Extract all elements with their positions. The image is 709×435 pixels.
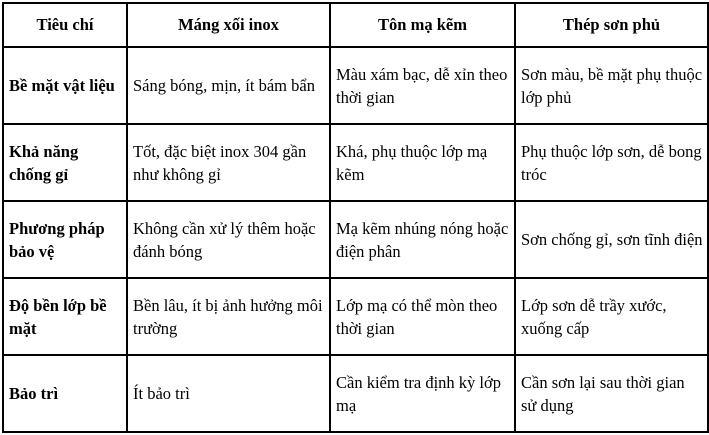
table-cell: Ít bảo trì <box>127 355 330 432</box>
table-cell: Tốt, đặc biệt inox 304 gần như không gỉ <box>127 124 330 201</box>
criteria-cell: Bảo trì <box>3 355 127 432</box>
table-cell: Không cần xử lý thêm hoặc đánh bóng <box>127 201 330 278</box>
table-cell: Màu xám bạc, dễ xỉn theo thời gian <box>330 47 515 124</box>
criteria-cell: Khả năng chống gỉ <box>3 124 127 201</box>
table-row <box>3 278 708 355</box>
table-cell: Sơn màu, bề mặt phụ thuộc lớp phủ <box>515 47 708 124</box>
table-cell: Khá, phụ thuộc lớp mạ kẽm <box>330 124 515 201</box>
table-row <box>3 355 708 432</box>
table-cell: Phụ thuộc lớp sơn, dễ bong tróc <box>515 124 708 201</box>
header-row <box>3 3 708 47</box>
criteria-cell: Phương pháp bảo vệ <box>3 201 127 278</box>
table-cell: Lớp mạ có thể mòn theo thời gian <box>330 278 515 355</box>
table-row <box>3 47 708 124</box>
table-cell: Sáng bóng, mịn, ít bám bẩn <box>127 47 330 124</box>
table-cell: Bền lâu, ít bị ảnh hưởng môi trường <box>127 278 330 355</box>
header-stainless-gutter: Máng xối inox <box>127 3 330 47</box>
table-cell: Sơn chống gỉ, sơn tĩnh điện <box>515 201 708 278</box>
criteria-cell: Độ bền lớp bề mặt <box>3 278 127 355</box>
table-cell: Cần kiểm tra định kỳ lớp mạ <box>330 355 515 432</box>
header-galvanized-sheet: Tôn mạ kẽm <box>330 3 515 47</box>
table-row <box>3 201 708 278</box>
table-cell: Mạ kẽm nhúng nóng hoặc điện phân <box>330 201 515 278</box>
table-cell: Lớp sơn dễ trầy xước, xuống cấp <box>515 278 708 355</box>
header-criteria: Tiêu chí <box>3 3 127 47</box>
criteria-cell: Bề mặt vật liệu <box>3 47 127 124</box>
comparison-table <box>2 2 709 433</box>
header-coated-steel: Thép sơn phủ <box>515 3 708 47</box>
table-row <box>3 124 708 201</box>
table-cell: Cần sơn lại sau thời gian sử dụng <box>515 355 708 432</box>
